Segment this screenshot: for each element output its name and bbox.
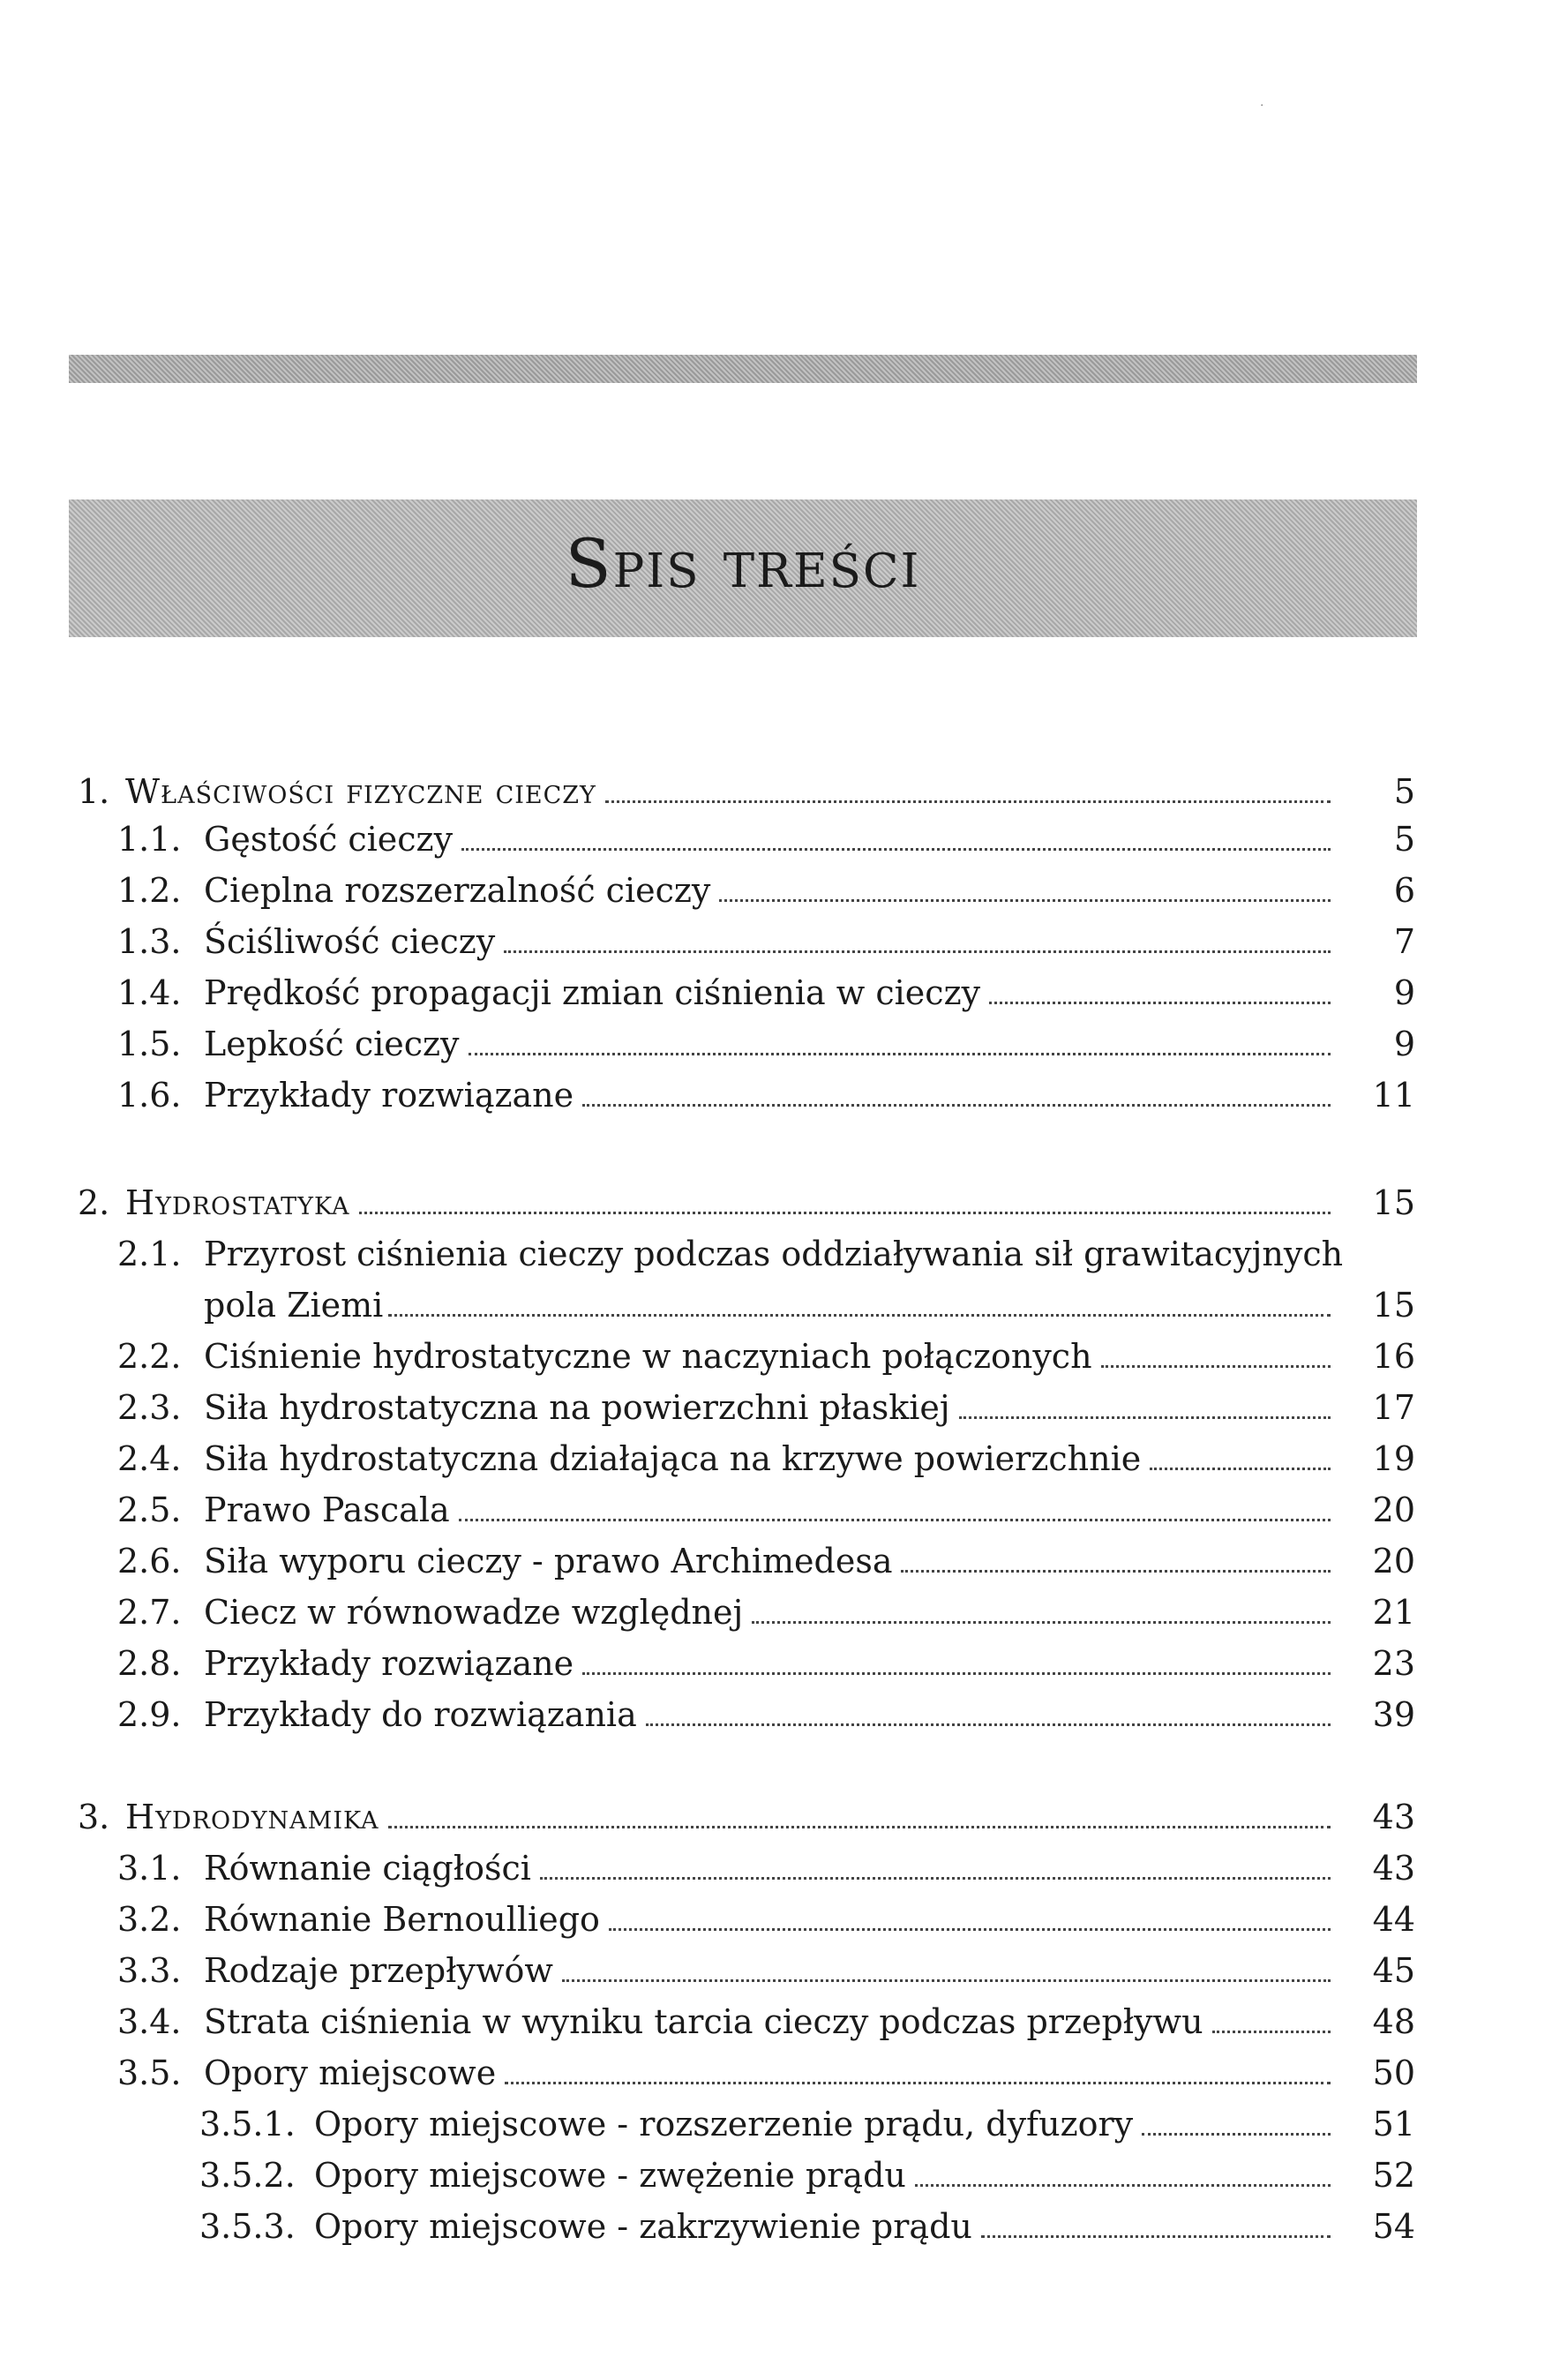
toc-section-number: 2.3.: [117, 1388, 182, 1427]
toc-page-number: 9: [1393, 973, 1415, 1012]
toc-section-number: 2.6.: [117, 1542, 182, 1580]
toc-page-number: 45: [1372, 1951, 1415, 1990]
toc-page-number: 6: [1393, 871, 1415, 910]
toc-section-label: Siła hydrostatyczna działająca na krzywe powierzchnie: [204, 1439, 1142, 1478]
toc-section-label: Przykłady rozwiązane: [204, 1076, 574, 1115]
toc-leader-dots: [505, 2082, 1331, 2084]
toc-section-2-7[interactable]: [117, 1590, 1415, 1634]
toc-section-label: Siła wyporu cieczy - prawo Archimedesa: [204, 1542, 893, 1580]
toc-section-label: Prawo Pascala: [204, 1490, 450, 1529]
toc-leader-dots: [605, 800, 1331, 803]
toc-section-3-2[interactable]: [117, 1897, 1415, 1941]
toc-leader-dots: [388, 1314, 1331, 1317]
toc-leader-dots: [1101, 1365, 1331, 1368]
toc-page-number: 15: [1372, 1286, 1415, 1325]
toc-page-number: 9: [1393, 1025, 1415, 1063]
toc-leader-dots: [646, 1723, 1331, 1726]
toc-page-number: 19: [1372, 1439, 1415, 1478]
toc-leader-dots: [719, 899, 1331, 902]
toc-section-2-1[interactable]: [204, 1283, 1415, 1327]
toc-leader-dots: [359, 1212, 1331, 1214]
toc-subsection-label: Opory miejscowe - rozszerzenie prądu, dyfuzory: [314, 2105, 1134, 2144]
page-mark: ·: [1260, 99, 1264, 113]
toc-page-number: 23: [1372, 1644, 1415, 1683]
toc-section-1-5[interactable]: [117, 1022, 1415, 1066]
toc-chapter-label: Hydrostatyka: [125, 1183, 350, 1222]
toc-leader-dots: [1212, 2031, 1331, 2033]
toc-section-number: 1.2.: [117, 871, 182, 910]
toc-leader-dots: [981, 2235, 1331, 2238]
toc-leader-dots: [582, 1672, 1331, 1675]
toc-section-2-9[interactable]: [117, 1693, 1415, 1737]
toc-section-number: 3.3.: [117, 1951, 182, 1990]
toc-page-number: 20: [1372, 1490, 1415, 1529]
toc-section-1-3[interactable]: [117, 920, 1415, 964]
toc-leader-dots: [459, 1519, 1331, 1521]
toc-subsection-number: 3.5.2.: [199, 2156, 296, 2195]
toc-page-number: 44: [1372, 1900, 1415, 1939]
toc-section-2-4[interactable]: [117, 1437, 1415, 1481]
toc-leader-dots: [388, 1826, 1331, 1828]
toc-page-number: 43: [1372, 1849, 1415, 1888]
toc-chapter-2[interactable]: [78, 1181, 1415, 1225]
toc-section-number: 1.5.: [117, 1025, 182, 1063]
toc-section-3-4[interactable]: [117, 2000, 1415, 2044]
toc-subsection-3-5-2[interactable]: [199, 2153, 1415, 2197]
toc-leader-dots: [1150, 1468, 1331, 1470]
toc-section-label: Ciśnienie hydrostatyczne w naczyniach połączonych: [204, 1337, 1092, 1376]
toc-section-label: Gęstość cieczy: [204, 820, 454, 859]
toc-leader-dots: [752, 1621, 1331, 1624]
toc-section-2-2[interactable]: [117, 1334, 1415, 1378]
toc-page-number: 51: [1372, 2105, 1415, 2144]
toc-section-number: 2.1.: [117, 1235, 182, 1273]
toc-leader-dots: [989, 1002, 1331, 1004]
toc-subsection-label: Opory miejscowe - zwężenie prądu: [314, 2156, 906, 2195]
toc-section-label: Opory miejscowe: [204, 2053, 497, 2092]
toc-leader-dots: [469, 1053, 1331, 1055]
toc-page-number: 5: [1393, 820, 1415, 859]
toc-chapter-number: 3.: [78, 1798, 110, 1836]
toc-section-3-1[interactable]: [117, 1846, 1415, 1890]
toc-page-number: 50: [1372, 2053, 1415, 2092]
toc-section-2-5[interactable]: [117, 1488, 1415, 1532]
toc-page-number: 5: [1393, 772, 1415, 811]
toc-leader-dots: [562, 1979, 1331, 1982]
toc-leader-dots: [901, 1570, 1331, 1573]
toc-section-label: Rodzaje przepływów: [204, 1951, 553, 1990]
toc-section-2-8[interactable]: [117, 1641, 1415, 1686]
toc-chapter-number: 2.: [78, 1183, 110, 1222]
toc-section-1-6[interactable]: [117, 1073, 1415, 1117]
toc-subsection-number: 3.5.3.: [199, 2207, 296, 2246]
toc-chapter-3[interactable]: [78, 1795, 1415, 1839]
toc-page-number: 20: [1372, 1542, 1415, 1580]
toc-chapter-1[interactable]: [78, 770, 1415, 814]
toc-page-number: 43: [1372, 1798, 1415, 1836]
toc-section-label: Siła hydrostatyczna na powierzchni płaskiej: [204, 1388, 950, 1427]
toc-page-number: 21: [1372, 1593, 1415, 1632]
toc-section-label: Prędkość propagacji zmian ciśnienia w cieczy: [204, 973, 981, 1012]
toc-section-number: 2.9.: [117, 1695, 182, 1734]
toc-section-number: 3.5.: [117, 2053, 182, 2092]
toc-section-number: 1.1.: [117, 820, 182, 859]
toc-chapter-label: Właściwości fizyczne cieczy: [125, 772, 596, 811]
toc-page-number: 11: [1372, 1076, 1415, 1115]
toc-section-number: 2.8.: [117, 1644, 182, 1683]
toc-subsection-label: Opory miejscowe - zakrzywienie prądu: [314, 2207, 972, 2246]
toc-section-1-1[interactable]: [117, 817, 1415, 861]
toc-section-2-3[interactable]: [117, 1385, 1415, 1430]
toc-subsection-3-5-1[interactable]: [199, 2102, 1415, 2146]
toc-section-label: Strata ciśnienia w wyniku tarcia cieczy podczas przepływu: [204, 2002, 1203, 2041]
toc-page-number: 48: [1372, 2002, 1415, 2041]
toc-page-number: 54: [1372, 2207, 1415, 2246]
toc-section-label: Przykłady rozwiązane: [204, 1644, 574, 1683]
toc-section-number: 2.4.: [117, 1439, 182, 1478]
toc-leader-dots: [582, 1104, 1331, 1107]
toc-section-number: 1.4.: [117, 973, 182, 1012]
toc-page-number: 16: [1372, 1337, 1415, 1376]
toc-page-number: 17: [1372, 1388, 1415, 1427]
page-title: Spis treści: [565, 524, 921, 603]
toc-section-label: Przykłady do rozwiązania: [204, 1695, 637, 1734]
toc-section-2-1-first-line[interactable]: [117, 1232, 1343, 1276]
toc-leader-dots: [609, 1928, 1331, 1931]
toc-page-number: 39: [1372, 1695, 1415, 1734]
toc-leader-dots: [1142, 2133, 1331, 2136]
toc-page-number: 7: [1393, 922, 1415, 961]
toc-section-2-6[interactable]: [117, 1539, 1415, 1583]
toc-subsection-3-5-3[interactable]: [199, 2204, 1415, 2249]
toc-leader-dots: [504, 950, 1331, 953]
toc-section-number: 1.6.: [117, 1076, 182, 1115]
toc-chapter-label: Hydrodynamika: [125, 1798, 379, 1836]
toc-page-number: 52: [1372, 2156, 1415, 2195]
toc-section-3-5[interactable]: [117, 2051, 1415, 2095]
toc-leader-dots: [915, 2184, 1331, 2187]
toc-section-number: 1.3.: [117, 922, 182, 961]
toc-section-number: 2.2.: [117, 1337, 182, 1376]
toc-subsection-number: 3.5.1.: [199, 2105, 296, 2144]
toc-leader-dots: [540, 1877, 1331, 1880]
toc-section-number: 3.1.: [117, 1849, 182, 1888]
toc-section-number: 2.5.: [117, 1490, 182, 1529]
toc-section-label: Lepkość cieczy: [204, 1025, 460, 1063]
toc-section-label: Cieplna rozszerzalność cieczy: [204, 871, 711, 910]
toc-section-label: Ściśliwość cieczy: [204, 922, 496, 961]
toc-section-1-4[interactable]: [117, 971, 1415, 1015]
toc-section-label: Równanie Bernoulliego: [204, 1900, 600, 1939]
toc-page-number: 15: [1372, 1183, 1415, 1222]
toc-section-number: 3.2.: [117, 1900, 182, 1939]
toc-section-1-2[interactable]: [117, 868, 1415, 912]
toc-leader-dots: [959, 1416, 1331, 1419]
toc-section-label: pola Ziemi: [204, 1286, 384, 1325]
toc-leader-dots: [461, 848, 1331, 851]
toc-section-label: Równanie ciągłości: [204, 1849, 531, 1888]
toc-section-3-3[interactable]: [117, 1948, 1415, 1993]
toc-section-label: Przyrost ciśnienia cieczy podczas oddziaływania sił grawitacyjnych: [204, 1235, 1344, 1273]
toc-chapter-number: 1.: [78, 772, 110, 811]
toc-section-number: 2.7.: [117, 1593, 182, 1632]
toc-section-label: Ciecz w równowadze względnej: [204, 1593, 744, 1632]
toc-section-number: 3.4.: [117, 2002, 182, 2041]
